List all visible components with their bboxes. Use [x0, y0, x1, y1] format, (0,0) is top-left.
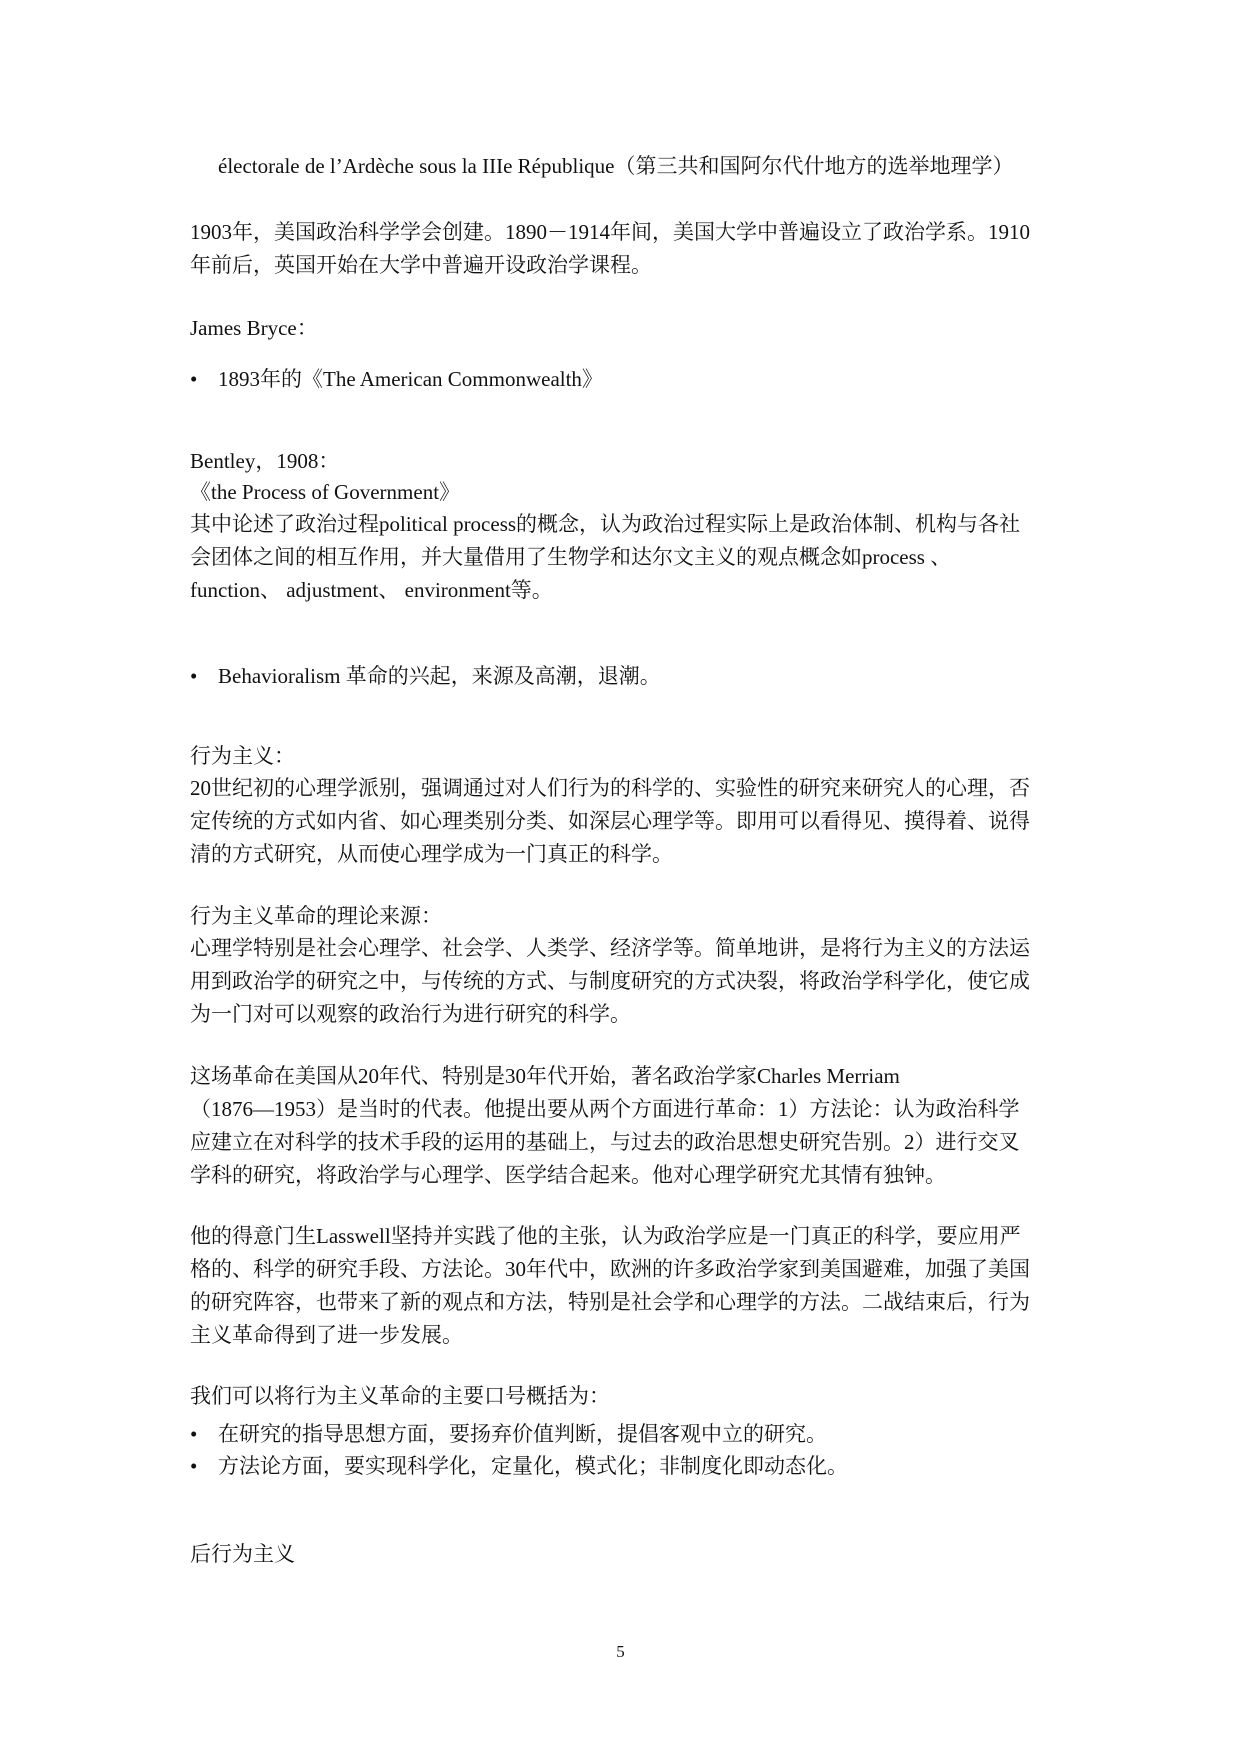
paragraph-line: 用到政治学的研究之中，与传统的方式、与制度研究的方式决裂，将政治学科学化，使它成	[190, 969, 1030, 993]
bentley-book-title: 《the Process of Government》	[190, 480, 461, 504]
post-behavioralism-heading: 后行为主义	[190, 1542, 295, 1566]
paragraph-line: 定传统的方式如内省、如心理类别分类、如深层心理学等。即用可以看得见、摸得着、说得	[190, 809, 1030, 833]
paragraph-line: 这场革命在美国从20年代、特别是30年代开始，著名政治学家Charles Merriam	[190, 1064, 900, 1088]
bullet-dot: •	[190, 664, 198, 688]
paragraph-line: 心理学特别是社会心理学、社会学、人类学、经济学等。简单地讲，是将行为主义的方法运	[190, 936, 1030, 960]
sources-heading: 行为主义革命的理论来源：	[190, 904, 442, 928]
paragraph-merriam	[190, 1060, 1060, 1192]
bullet-text: 在研究的指导思想方面，要扬弃价值判断，提倡客观中立的研究。	[218, 1422, 827, 1446]
bullet-dot: •	[190, 367, 198, 391]
paragraph-line: function、 adjustment、 environment等。	[190, 578, 553, 602]
bryce-heading: James Bryce：	[190, 316, 318, 340]
slogan-bullet-item	[190, 1418, 1060, 1451]
paragraph-lasswell	[190, 1220, 1060, 1352]
bullet-dot: •	[190, 1422, 198, 1446]
paragraph-line: 为一门对可以观察的政治行为进行研究的科学。	[190, 1002, 631, 1026]
paragraph-1903	[190, 216, 1060, 282]
paragraph-line: 20世纪初的心理学派别，强调通过对人们行为的科学的、实验性的研究来研究人的心理，否	[190, 776, 1030, 800]
paragraph-line: 学科的研究，将政治学与心理学、医学结合起来。他对心理学研究尤其情有独钟。	[190, 1163, 946, 1187]
bryce-bullet-item	[190, 363, 1060, 396]
bullet-text: 方法论方面，要实现科学化，定量化，模式化；非制度化即动态化。	[218, 1454, 848, 1478]
paragraph-line: 应建立在对科学的技术手段的运用的基础上，与过去的政治思想史研究告别。2）进行交叉	[190, 1130, 1020, 1154]
slogans-heading: 我们可以将行为主义革命的主要口号概括为：	[190, 1384, 610, 1408]
paragraph-line: 1903年，美国政治科学学会创建。1890－1914年间，美国大学中普遍设立了政治学系。1910	[190, 220, 1030, 244]
paragraph-line: 清的方式研究，从而使心理学成为一门真正的科学。	[190, 842, 673, 866]
bullet-dot: •	[190, 1454, 198, 1478]
paragraph-line: 格的、科学的研究手段、方法论。30年代中，欧洲的许多政治学家到美国避难，加强了美国	[190, 1257, 1030, 1281]
bullet-text: Behavioralism 革命的兴起，来源及高潮，退潮。	[218, 664, 661, 688]
paragraph-line: （1876—1953）是当时的代表。他提出要从两个方面进行革命：1）方法论：认为政治科学	[190, 1097, 1020, 1121]
behaviorism-heading: 行为主义：	[190, 744, 295, 768]
behavioralism-bullet-item	[190, 660, 1060, 693]
page-number: 5	[616, 1642, 625, 1661]
paragraph-line: 其中论述了政治过程political process的概念，认为政治过程实际上是政治体制、机构与各社	[190, 512, 1021, 536]
paragraph-line: 他的得意门生Lasswell坚持并实践了他的主张，认为政治学应是一门真正的科学，要应用严	[190, 1224, 1021, 1248]
paragraph-line: 主义革命得到了进一步发展。	[190, 1323, 463, 1347]
paragraph-sources	[190, 932, 1060, 1031]
top-line: électorale de l’Ardèche sous la IIIe République（第三共和国阿尔代什地方的选举地理学）	[218, 154, 1014, 178]
paragraph-behaviorism	[190, 772, 1060, 871]
bullet-text: 1893年的《The American Commonwealth》	[218, 367, 603, 391]
paragraph-bentley	[190, 508, 1060, 607]
bentley-heading: Bentley，1908：	[190, 449, 340, 473]
slogan-bullet-item	[190, 1450, 1060, 1483]
paragraph-line: 年前后，英国开始在大学中普遍开设政治学课程。	[190, 253, 652, 277]
paragraph-line: 会团体之间的相互作用，并大量借用了生物学和达尔文主义的观点概念如process 、	[190, 545, 952, 569]
paragraph-line: 的研究阵容，也带来了新的观点和方法，特别是社会学和心理学的方法。二战结束后，行为	[190, 1290, 1030, 1314]
